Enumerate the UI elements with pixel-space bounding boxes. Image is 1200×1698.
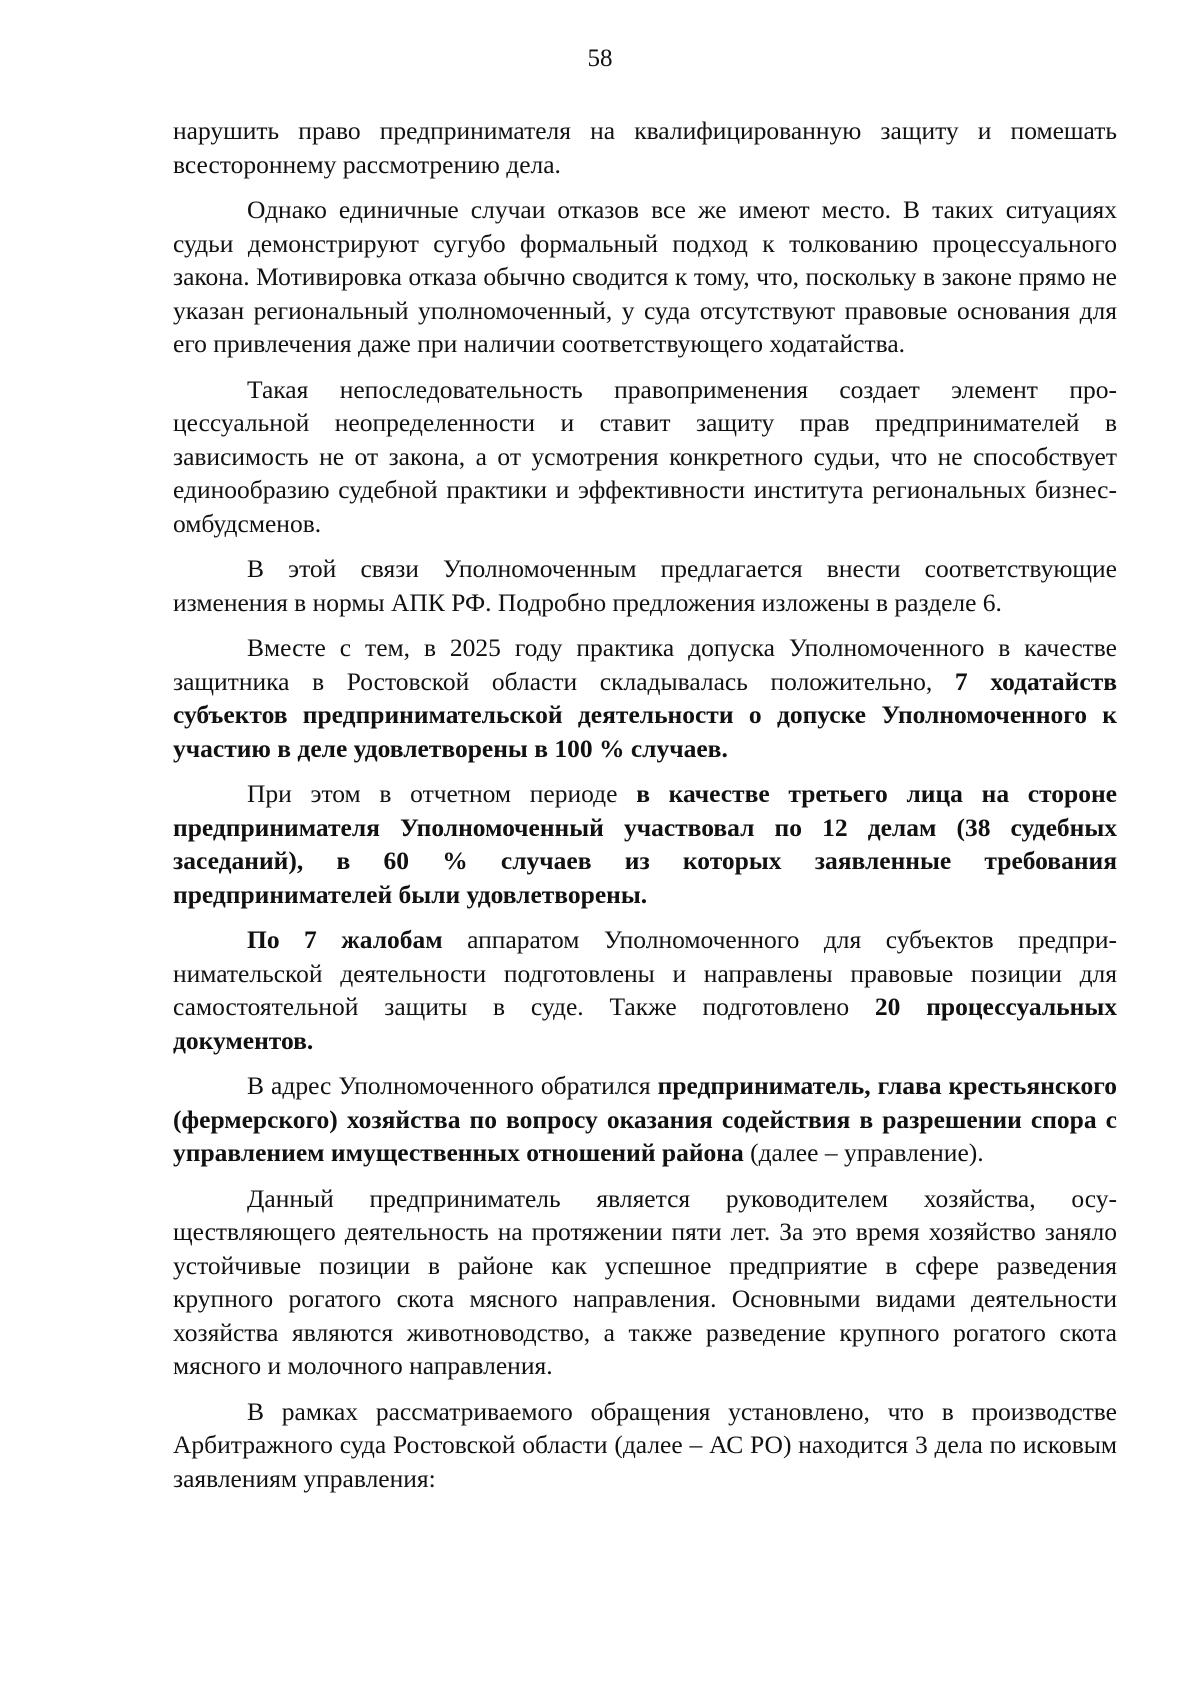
bold-text-run: 20 процессуальных документов. <box>173 992 1117 1055</box>
paragraph <box>173 373 1117 541</box>
paragraph <box>173 923 1117 1057</box>
paragraph <box>173 1395 1117 1496</box>
text-run: В рамках рассматриваемого обращения установлено, что в производстве Арбитражного суда Ростовской области (далее – АС РО) находится 3 дела по исковым заявлениям управления: <box>173 1396 1117 1493</box>
text-run: Данный предприниматель является руководителем хозяйства, осуществляющего деятельность на протяжении пяти лет. За это время хозяйство заняло устойчивые позиции в районе как успешное предприятие в сфере разведения крупного рогатого скота мясного направления. Основными видами деятельности хозяйства являются животноводство, а также разведение крупного рогатого скота мясного и молочного направления. <box>173 1183 1117 1380</box>
text-run: Такая непоследовательность правоприменения создает элемент процессуальной неопределенности и ставит защиту прав предпринимателей в зависимость не от закона, а от усмотрения конкретного судьи, что не способствует единообразию судебной практики и эффективности института региональных бизнес-омбудсменов. <box>173 374 1117 538</box>
text-run: аппаратом Уполномоченного для субъектов предпринимательской деятельности подготовлены и направлены правовые позиции для самостоятельной защиты в суде. Также подготовлено <box>173 925 1117 1021</box>
bold-text-run: 7 ходатайств субъектов предпринимательской деятельности о допуске Уполномоченного к участию в деле удовлетворены в 100 % случаев. <box>173 666 1117 763</box>
text-run: В адрес Уполномоченного обратился <box>247 1071 658 1100</box>
paragraph <box>173 631 1117 765</box>
bold-text-run: предприниматель, глава крестьянского (фермерского) хозяйства по вопросу оказания содействия в разрешении спора с управлением имущественных отношений района <box>173 1071 1118 1167</box>
bold-text-run: По 7 жалобам <box>247 925 443 954</box>
paragraph <box>173 1069 1117 1170</box>
paragraph <box>173 552 1117 619</box>
text-run: Вместе с тем, в 2025 году практика допуска Уполномоченного в качестве защитника в Ростовской области складывалась положительно, <box>173 633 1117 696</box>
paragraph <box>173 114 1117 181</box>
paragraph <box>173 193 1117 361</box>
text-run: В этой связи Уполномоченным предлагается внести соответствующие изменения в нормы АПК РФ. Подробно предложения изложены в разделе 6. <box>173 554 1117 617</box>
paragraph <box>173 777 1117 911</box>
page-number: 58 <box>587 45 613 72</box>
paragraph <box>173 1182 1117 1383</box>
text-run: При этом в отчетном периоде <box>247 779 637 808</box>
bold-text-run: в качестве третьего лица на стороне предпринимателя Уполномоченный участвовал по 12 делам (38 судебных заседаний), в 60 % случаев из которых заявленные требования предпринимателей были удовлетворены. <box>173 779 1117 909</box>
document-body <box>173 114 1117 1507</box>
text-run: (далее – управление). <box>743 1138 984 1167</box>
text-run: нарушить право предпринимателя на квалифицированную защиту и помешать всестороннему рассмотрению дела. <box>173 116 1117 179</box>
text-run: Однако единичные случаи отказов все же имеют место. В таких ситуациях судьи демонстрируют сугубо формальный подход к толкованию процессуального закона. Мотивировка отказа обычно сводится к тому, что, поскольку в законе прямо не указан региональный уполномоченный, у суда отсутствуют правовые основания для его привлечения даже при наличии соответствующего ходатайства. <box>173 195 1117 358</box>
